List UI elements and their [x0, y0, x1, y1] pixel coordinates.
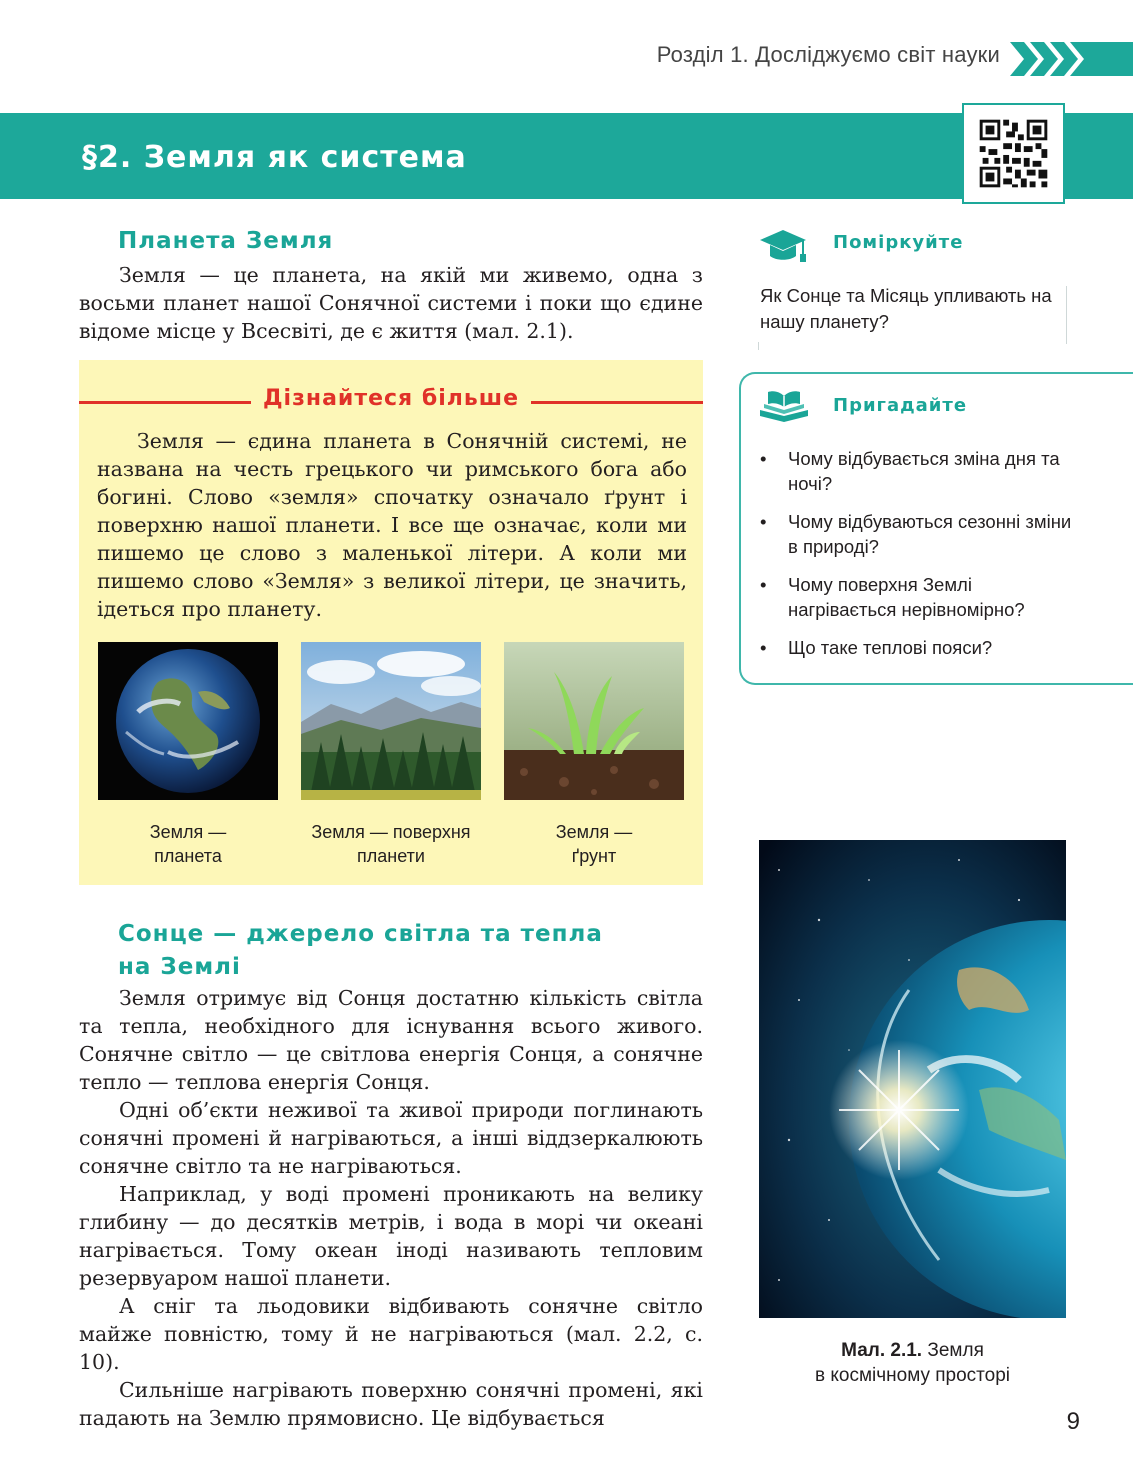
learn-more-header — [79, 386, 703, 416]
photo-caption-3-line2: ґрунт — [571, 846, 617, 866]
list-item: • Чому відбуваються сезонні зміни в природі? — [760, 509, 1080, 559]
photo-caption-2 — [281, 820, 501, 868]
paragraph-sun-2: Одні об’єкти неживої та живої природи поглинають сонячні промені й нагріваються, а інші віддзеркалюють сонячне світло та не нагріваються. — [79, 1098, 703, 1178]
figure-earth-in-space — [759, 840, 1066, 1318]
photo-caption-1-line2: планета — [154, 846, 222, 866]
qr-code[interactable] — [962, 103, 1065, 204]
think-title: Поміркуйте — [833, 232, 964, 253]
remember-list — [760, 446, 1080, 673]
photo-caption-1 — [98, 820, 278, 868]
remember-title: Пригадайте — [833, 395, 968, 416]
list-item: • Що таке теплові пояси? — [760, 635, 1080, 660]
qr-code-icon — [964, 105, 1063, 202]
chapter-title: §2. Земля як система — [82, 140, 467, 175]
photo-caption-3-line1: Земля — — [555, 822, 633, 842]
photo-earth-soil — [504, 642, 684, 800]
paragraph-sun-1: Земля отримує від Сонця достатню кількість світла та тепла, необхідного для існування всього живого. Сонячне світло — це світлова енергія Сонця, а сонячне тепло — теплова енергія Сонця. — [79, 986, 703, 1094]
section-heading-sun — [118, 918, 603, 984]
running-head: Розділ 1. Досліджуємо світ науки — [656, 42, 1000, 67]
photo-caption-2-line2: планети — [357, 846, 425, 866]
graduation-cap-icon — [758, 226, 808, 266]
books-icon — [758, 386, 810, 426]
photo-caption-3 — [504, 820, 684, 868]
photo-earth-planet — [98, 642, 278, 800]
photo-earth-surface — [301, 642, 481, 800]
figure-caption — [759, 1338, 1066, 1388]
chevrons-icon — [1010, 42, 1133, 76]
think-divider-left — [758, 342, 759, 350]
learn-more-title-wrap — [79, 386, 703, 411]
learn-more-title: Дізнайтеся більше — [251, 386, 531, 411]
section-heading-sun-line2: на Землі — [118, 954, 241, 980]
section-heading-sun-line1: Сонце — джерело світла та тепла — [118, 921, 603, 947]
paragraph-sun-3: Наприклад, у воді промені проникають на велику глибину — до десятків метрів, і вода в морі чи океані нагрівається. Тому океан іноді називають тепловим резервуаром нашої планети. — [79, 1182, 703, 1290]
list-item: • Чому поверхня Землі нагрівається нерівномірно? — [760, 572, 1080, 622]
page-number: 9 — [1066, 1408, 1080, 1435]
figure-caption-line2: в космічному просторі — [814, 1365, 1011, 1386]
paragraph-sun-4: А сніг та льодовики відбивають сонячне світло майже повністю, тому й не нагріваються (мал. 2.2, с. 10). — [79, 1294, 703, 1374]
paragraph-sun-5: Сильніше нагрівають поверхню сонячні промені, які падають на Землю прямовисно. Це відбувається — [79, 1378, 703, 1430]
photo-caption-1-line1: Земля — — [149, 822, 227, 842]
list-item: • Чому відбувається зміна дня та ночі? — [760, 446, 1080, 496]
figure-caption-line1: Земля — [927, 1340, 984, 1361]
figure-label: Мал. 2.1. — [841, 1340, 923, 1361]
think-text: Як Сонце та Місяць упливають на нашу планету? — [760, 285, 1052, 332]
paragraph-planet: Земля — це планета, на якій ми живемо, одна з восьми планет нашої Сонячної системи і поки що єдине відоме місце у Всесвіті, де є життя (мал. 2.1). — [79, 263, 703, 343]
learn-more-text: Земля — єдина планета в Сонячній системі, не названа на честь грецького чи римського бога або богині. Слово «земля» спочатку означало ґрунт і поверхню нашої планети. І все ще означає, коли ми пишемо це слово з маленької літери. А коли ми пишемо слово «Земля» з великої літери, це значить, ідеться про планету. — [97, 429, 687, 621]
section2-body — [79, 984, 703, 1432]
photo-caption-2-line1: Земля — поверхня — [311, 822, 471, 842]
think-divider — [1066, 286, 1067, 344]
section-heading-planet: Планета Земля — [118, 228, 334, 254]
